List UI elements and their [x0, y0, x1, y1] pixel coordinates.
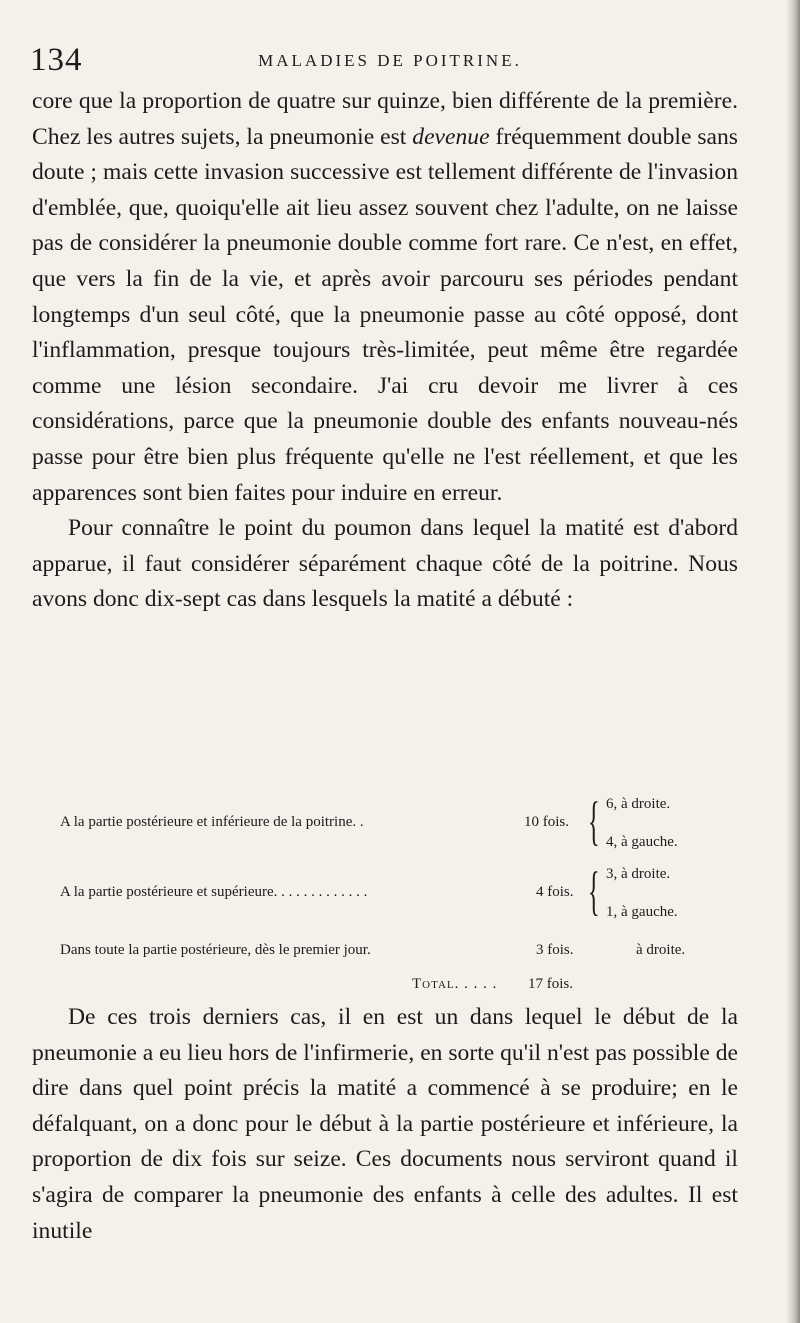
text-block-top [32, 84, 738, 618]
page-number: 134 [30, 42, 83, 78]
paragraph-3: De ces trois derniers cas, il en est un dans lequel le début de la pneumonie a eu lieu hors de l'infirmerie, en sorte qu'il n'est pas possible de dire dans quel point précis la matité a commencé à se produire; en le défalquant, on a donc pour le début à la partie postérieure et inférieure, la proportion de dix fois sur seize. Ces documents nous serviront quand il s'agira de comparer la pneumonie des enfants à celle des adultes. Il est inutile [32, 1004, 738, 1244]
stats-row-1 [60, 788, 720, 858]
paragraph-continued [32, 84, 738, 511]
stats-row-1-left: 4, à gauche. [606, 834, 678, 850]
brace-1: { [588, 791, 600, 851]
stats-row-2-right: 3, à droite. [606, 866, 671, 882]
brace-2: { [588, 861, 600, 921]
stats-row-3-count: 3 fois. [536, 942, 574, 958]
page-edge-shadow [786, 0, 800, 1323]
stats-row-2-count: 4 fois. [536, 884, 574, 900]
statistics-table [60, 788, 720, 994]
total-label: Total. . . . . [412, 976, 498, 992]
stats-row-1-count: 10 fois. [524, 814, 569, 830]
paragraph-2: Pour connaître le point du poumon dans lequel la matité est d'abord apparue, il faut considérer séparément chaque côté de la poitrine. Nous avons donc dix-sept cas dans lesquels la matité a débuté : [32, 515, 738, 613]
paragraph-1-emphasis: devenue [412, 123, 490, 150]
stats-row-1-label: A la partie postérieure et inférieure de la poitrine. . [60, 814, 364, 830]
stats-row-2 [60, 858, 720, 928]
stats-row-3-side: à droite. [636, 942, 686, 958]
stats-row-2-left: 1, à gauche. [606, 904, 678, 920]
total-count: 17 fois. [528, 976, 573, 992]
text-block-bottom [32, 1000, 738, 1249]
stats-row-3-label: Dans toute la partie postérieure, dès le premier jour. [60, 942, 371, 958]
stats-row-1-right: 6, à droite. [606, 796, 671, 812]
stats-row-3 [60, 928, 720, 968]
running-title: MALADIES DE POITRINE. [258, 51, 522, 70]
stats-total-row [60, 968, 720, 994]
page-header [30, 40, 750, 80]
stats-row-2-label: A la partie postérieure et supérieure. . . . . . . . . . . . . [60, 884, 368, 900]
paragraph-1-text-before: core que la proportion de quatre sur quinze, bien différente de la première. Chez les autres sujets, la pneumonie est [32, 88, 738, 150]
paragraph-1-text-after: fréquemment double sans doute ; mais cette invasion successive est tellement différente de l'invasion d'emblée, que, quoiqu'elle ait lieu assez souvent chez l'adulte, on ne laisse pas de considérer la pneumonie double comme fort rare. Ce n'est, en effet, que vers la fin de la vie, et après avoir parcouru ses périodes pendant longtemps d'un seul côté, que la pneumonie passe au côté opposé, dont l'inflammation, presque toujours très-limitée, peut même être regardée comme une lésion secondaire. J'ai cru devoir me livrer à ces considérations, parce que la pneumonie double des enfants nouveau-nés passe pour être bien plus fréquente qu'elle ne l'est réellement, et que les apparences sont bien faites pour induire en erreur. [32, 123, 738, 506]
